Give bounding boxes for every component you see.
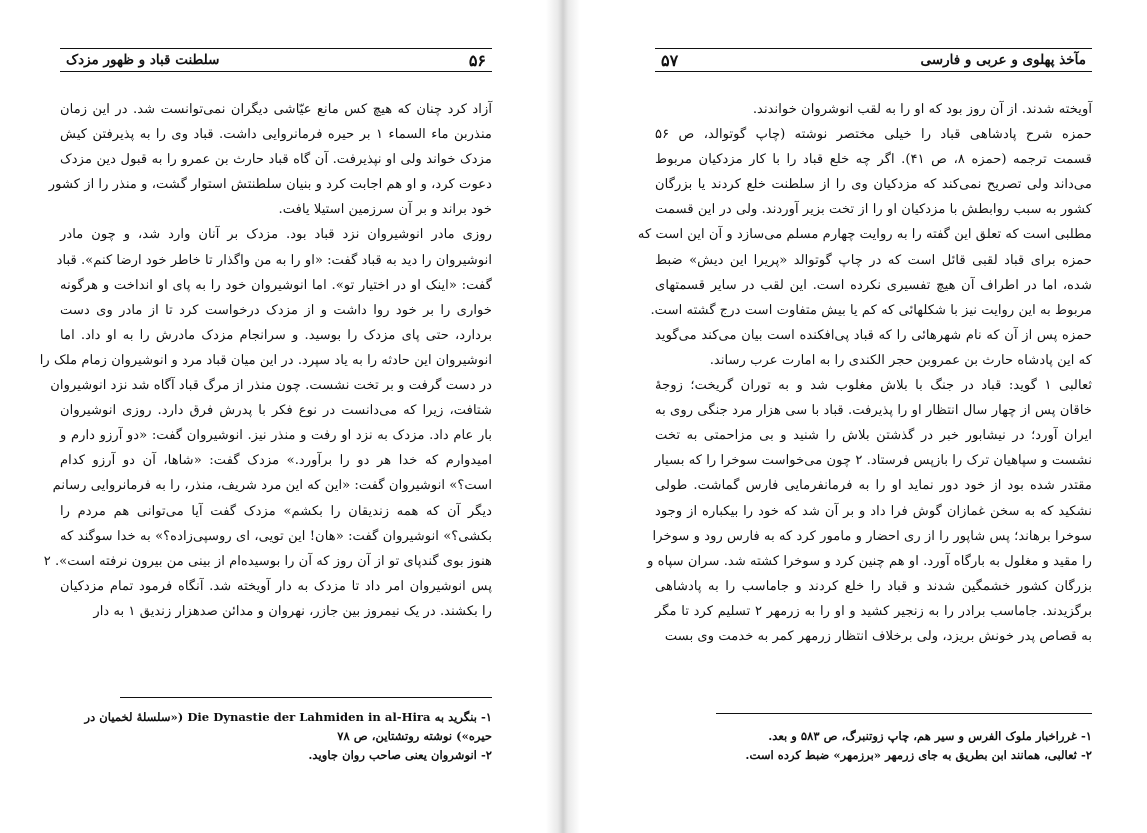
- text-line: روزی مادر انوشیروان نزد قباد بود. مزدک بر آنان وارد شد، و چون مادر: [60, 227, 492, 243]
- text-line: برگزیدند. جاماسب برادر را به زنجیر کشید و او را به زرمهر ۲ تسلیم کرد تا مگر: [655, 603, 1092, 619]
- text-line: حمزه شرح پادشاهی قباد را خیلی مختصر نوشته (چاپ گوتوالد، ص ۵۶: [655, 127, 1092, 143]
- text-line: به قصاص پدر خونش بریزد، ولی برخلاف انتظار زرمهر کمر به خدمت وی بست: [664, 628, 1092, 644]
- left-footnotes: [60, 708, 492, 765]
- text-line: امیدوارم که خدا هر دو را برآورد.» مزدک گفت: «شاها، آن دو آرزو کدام: [60, 453, 492, 469]
- text-line: در دست گرفت و بر تخت نشست. چون منذر از مرگ قباد آگاه شد نزد انوشیروان: [50, 378, 492, 394]
- text-line: خود براند و بر آن سرزمین استیلا یافت.: [278, 202, 492, 218]
- text-line: را مقید و مغلول به بارگاه آورد. او هم چنین کرد و سوخرا کشته شد. سران سپاه و: [647, 553, 1092, 569]
- text-line: پس انوشیروان امر داد تا مزدک به دار آویخته شد. آنگاه فرمود تمام مزدکیان: [60, 578, 492, 594]
- text-line: منذربن ماء السماء ۱ بر حیره فرمانروایی داشت. قباد وی را به پذیرفتن کیش: [60, 127, 492, 143]
- right-running-title: مآخذ پهلوی و عربی و فارسی: [920, 52, 1086, 68]
- text-line: می‌داند ولی تصریح نمی‌کند که مزدکیان وی را از سلطنت خلع کردند یا بزرگان: [655, 177, 1092, 193]
- text-line: سوخرا برهاند؛ پس شاپور را از ری احضار و مامور کرد که به فارس رود و سوخرا: [652, 528, 1092, 544]
- text-line: انوشیروان این حادثه را به یاد سپرد. در این میان قباد مرد و انوشیروان زمام ملک را: [39, 352, 492, 368]
- footnote-line: حیره») نوشته روتشتاین، ص ۷۸: [337, 729, 492, 743]
- text-line: نشست و سپاهیان ترک را بازپس فرستاد. ۲ چون می‌خواست سوخرا را که بسیار: [654, 453, 1092, 469]
- text-line: حمزه پس از آن که نام شهرهائی را که قباد پی‌افکنده است بیان می‌کند می‌گوید: [655, 327, 1092, 343]
- footnote-line: ۱- بنگرید به Die Dynastie der Lahmiden in al-Hira («سلسلهٔ لخمیان در: [84, 710, 492, 724]
- text-line: آزاد کرد چنان که هیچ کس مانع عیّاشی دیگران نمی‌توانست شد. در این زمان: [60, 102, 492, 117]
- footnote-line: ۲- انوشروان یعنی صاحب روان جاوید.: [308, 748, 492, 762]
- text-line: قسمت ترجمه (حمزه ۸، ص ۴۱). اگر چه خلع قباد را با کار مزدکیان مربوط: [655, 152, 1092, 168]
- text-line: مزدک خواند ولی او نپذیرفت. آن گاه قباد حارث بن عمرو را به قبول دین مزدک: [60, 152, 492, 168]
- text-line: ایران آورد؛ در نیشابور خبر در گذشتن بلاش را شنید و بی مزاحمتی به تخت: [655, 428, 1092, 444]
- footnote-line: ۲- ثعالبی، همانند ابن بطریق به جای زرمهر «برزمهر» ضبط کرده است.: [745, 748, 1092, 762]
- text-line: آویخته شدند. از آن روز بود که او را به لقب انوشروان خواندند.: [752, 102, 1092, 117]
- right-page-header: [655, 48, 1092, 72]
- footnote-line: ۱- غرراخبار ملوک الفرس و سیر هم، چاپ زوتنبرگ، ص ۵۸۳ و بعد.: [768, 729, 1092, 743]
- left-page-body: [39, 97, 492, 624]
- text-line: است؟» انوشیروان گفت: «این که این مرد شریف، منذر، را به فرمانروایی رسانم: [52, 478, 492, 494]
- text-line: خواری را بر خود روا داشت و از مزدک درخواست کرد تا از مادر وی دست: [60, 302, 492, 318]
- text-line: انوشیروان را دید به قباد گفت: «او را به من واگذار تا خاطر خود ارضا کنم». قباد: [56, 252, 492, 268]
- text-line: که این پادشاه حارث بن عمروبن حجر الکندی را به امارت عرب رساند.: [709, 352, 1092, 368]
- right-footnote-rule: [716, 713, 1092, 714]
- text-line: خاقان پس از چهار سال انتظار او را پذیرفت. قباد با سی هزار مرد جنگی روی به: [655, 403, 1092, 419]
- left-page: [39, 0, 492, 833]
- text-line: دیگر آن که همه زندیقان را بکشم» مزدک گفت آیا می‌توانی هم مردم را: [60, 503, 492, 519]
- text-line: را بکشند. در یک نیمروز بین جازر، نهروان و مدائن صدهزار زندیق ۱ به دار: [93, 603, 492, 619]
- left-footnote-rule: [120, 697, 492, 698]
- right-footnotes: [655, 727, 1092, 765]
- left-page-header: [60, 48, 492, 72]
- text-line: بار عام داد. مزدک به نزد او رفت و منذر نیز. انوشیروان گفت: «دو آرزو دارم و: [60, 428, 492, 444]
- text-line: بکشی؟» انوشیروان گفت: «هان! این تویی، ای روسپی‌زاده؟» به خدا سوگند که: [60, 528, 492, 544]
- text-line: شده، اما در اطراف آن هیچ تفسیری نکرده است. این لقب در سایر قسمتهای: [655, 277, 1092, 293]
- text-line: مقتدر شده بود از خود دور نماید او را به فرمانفرمایی فارس گماشت. طولی: [655, 478, 1092, 494]
- text-line: نشکید که به سخن غمازان گوش فرا داد و بر آن شد که خود را بیکباره از وجود: [655, 503, 1092, 519]
- right-page-body: [637, 97, 1092, 649]
- left-running-title: سلطنت قباد و ظهور مزدک: [66, 52, 220, 68]
- text-line: ثعالبی ۱ گوید: قباد در جنگ با بلاش مغلوب شد و به توران گریخت؛ زوجهٔ: [655, 378, 1092, 394]
- text-line: دعوت کرد، و او هم اجابت کرد و بنیان سلطنتش استوار گشت، و منذر را از کشور: [48, 177, 492, 193]
- text-line: مربوط به این روایت نیز با شکلهائی که کم یا بیش متفاوت است درج گشته است.: [650, 302, 1092, 318]
- book-gutter: [546, 0, 580, 833]
- text-line: گفت: «اینک او در اختیار تو». اما انوشیروان خود را به پای او انداخت و هرگونه: [60, 277, 492, 293]
- text-line: هنوز بوی گندپای تو از آن روز که آن را بوسیده‌ام از بینی من بیرون نرفته است». ۲: [43, 553, 492, 569]
- right-page: [637, 0, 1092, 833]
- left-page-number: ۵۶: [468, 50, 486, 70]
- text-line: بزرگان کشور خشمگین شدند و قباد را خلع کردند و جاماسب را به پادشاهی: [655, 578, 1092, 594]
- text-line: مطلبی است که تعلق این گفته را به روایت چهارم مسلم می‌سازد و آن این است که: [637, 227, 1092, 243]
- right-page-number: ۵۷: [661, 50, 679, 70]
- text-line: حمزه برای قباد لقبی قائل است که در چاپ گوتوالد «پریرا این دیش» ضبط: [655, 252, 1092, 268]
- text-line: بردارد، حتی پای مزدک را بوسید. و سرانجام مزدک مادرش را به او داد. اما: [60, 327, 492, 343]
- text-line: کشور به سبب روابطش با مزدکیان او را از تخت بزیر آوردند. ولی در این قسمت: [655, 202, 1092, 218]
- text-line: شتافت، زیرا که می‌دانست در نوع فکر با پدرش فرق دارد. روزی انوشیروان: [60, 403, 492, 419]
